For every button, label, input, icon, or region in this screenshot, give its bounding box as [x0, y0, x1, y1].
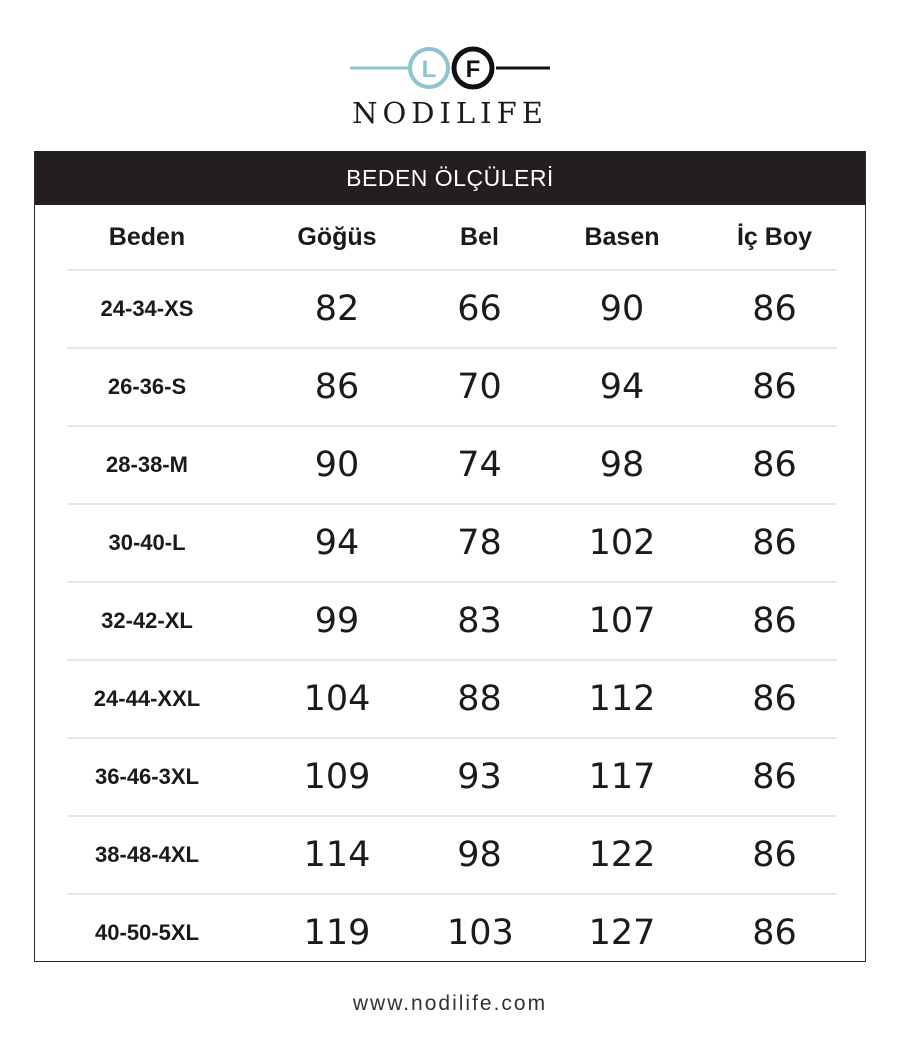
- lf-logo-icon: [340, 40, 560, 100]
- gogus-value: 119: [303, 913, 371, 953]
- table-row: [67, 661, 837, 739]
- table-row: [67, 583, 837, 661]
- bel-value: 74: [457, 445, 502, 485]
- table-row: [67, 271, 837, 349]
- gogus-value: 90: [314, 445, 360, 485]
- ic-boy-value: 86: [752, 757, 797, 797]
- basen-value: 122: [588, 835, 656, 875]
- ic-boy-value: 86: [752, 913, 797, 953]
- basen-value: 90: [599, 289, 645, 329]
- basen-value: 117: [588, 757, 656, 797]
- size-label: 24-34-XS: [100, 296, 194, 321]
- header-basen: Basen: [584, 222, 660, 251]
- size-table: [67, 205, 837, 971]
- gogus-value: 104: [303, 679, 371, 719]
- gogus-value: 109: [303, 757, 371, 797]
- bel-value: 78: [457, 523, 502, 563]
- gogus-value: 82: [314, 289, 360, 329]
- header-bel: Bel: [460, 222, 499, 251]
- basen-value: 98: [599, 445, 645, 485]
- table-row: [67, 817, 837, 895]
- bel-value: 83: [457, 601, 502, 641]
- basen-value: 102: [588, 523, 656, 563]
- logo-letter-f: F: [465, 56, 481, 83]
- size-chart: [34, 151, 866, 962]
- brand-logo: [0, 40, 900, 130]
- size-label: 38-48-4XL: [95, 842, 199, 867]
- basen-value: 94: [599, 367, 645, 407]
- gogus-value: 94: [314, 523, 360, 563]
- table-row: [67, 505, 837, 583]
- size-label: 30-40-L: [108, 530, 186, 555]
- bel-value: 103: [447, 913, 514, 953]
- header-beden: Beden: [108, 222, 186, 251]
- ic-boy-value: 86: [752, 445, 797, 485]
- bel-value: 66: [457, 289, 502, 329]
- table-row: [67, 895, 837, 971]
- table-row: [67, 739, 837, 817]
- basen-value: 107: [588, 601, 656, 641]
- size-label: 26-36-S: [107, 374, 187, 399]
- bel-value: 93: [457, 757, 502, 797]
- table-body: [67, 271, 837, 971]
- ic-boy-value: 86: [752, 679, 797, 719]
- chart-title: BEDEN ÖLÇÜLERİ: [35, 151, 865, 205]
- ic-boy-value: 86: [752, 367, 797, 407]
- table-row: [67, 427, 837, 505]
- bel-value: 88: [457, 679, 502, 719]
- size-label: 36-46-3XL: [95, 764, 199, 789]
- size-label: 32-42-XL: [101, 608, 193, 633]
- size-label: 28-38-M: [106, 452, 188, 477]
- bel-value: 98: [457, 835, 502, 875]
- table-header: [67, 205, 837, 271]
- bel-value: 70: [457, 367, 502, 407]
- logo-letter-l: L: [421, 56, 437, 83]
- gogus-value: 114: [303, 835, 371, 875]
- basen-value: 112: [588, 679, 656, 719]
- basen-value: 127: [588, 913, 656, 953]
- website-url: www.nodilife.com: [352, 992, 548, 1015]
- header-ic-boy: İç Boy: [736, 222, 813, 251]
- ic-boy-value: 86: [752, 835, 797, 875]
- ic-boy-value: 86: [752, 523, 797, 563]
- size-label: 40-50-5XL: [95, 920, 199, 945]
- brand-name: NODILIFE: [352, 96, 548, 130]
- gogus-value: 99: [314, 601, 360, 641]
- size-label: 24-44-XXL: [93, 686, 201, 711]
- gogus-value: 86: [314, 367, 360, 407]
- ic-boy-value: 86: [752, 601, 797, 641]
- ic-boy-value: 86: [752, 289, 797, 329]
- header-gogus: Göğüs: [297, 222, 377, 251]
- table-row: [67, 349, 837, 427]
